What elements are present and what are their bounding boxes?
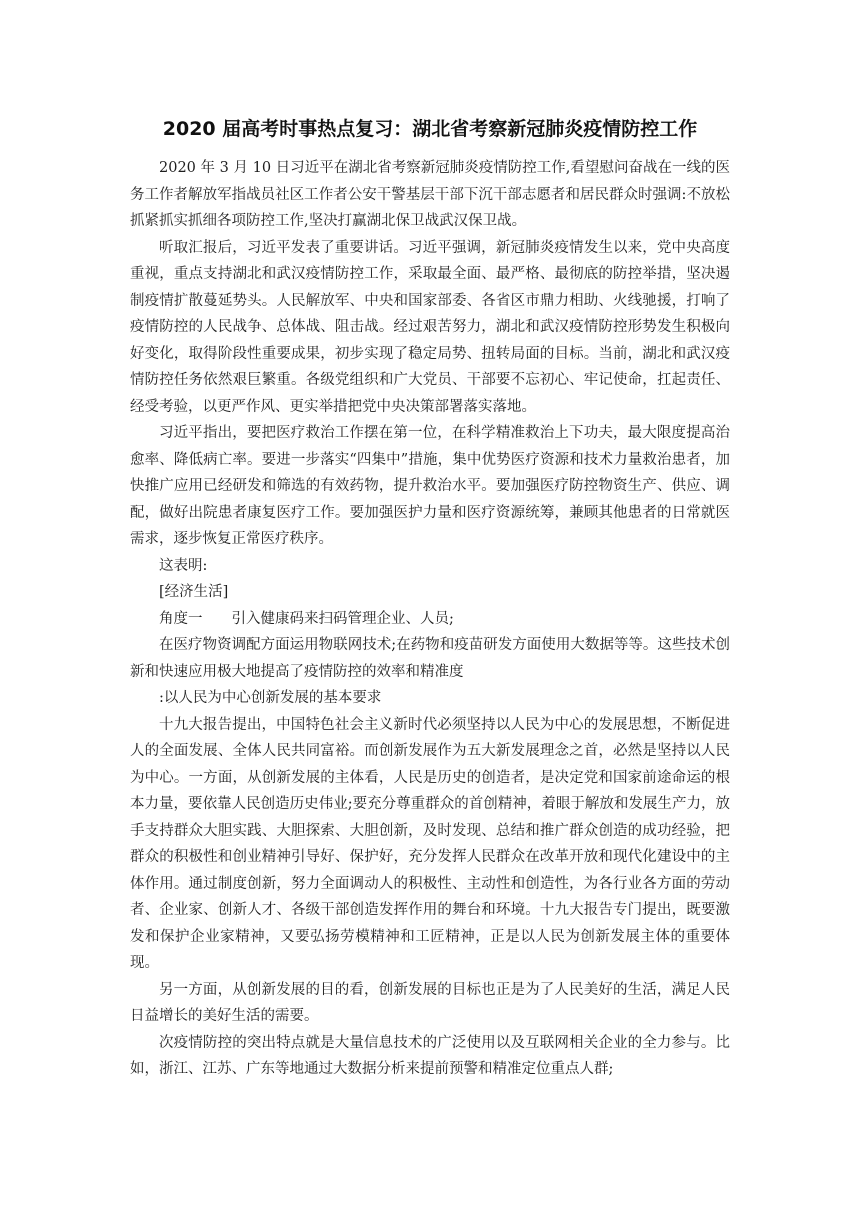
paragraph: 这表明: <box>159 557 208 574</box>
paragraph: 在医疗物资调配方面运用物联网技术;在药物和疫苗研发方面使用大数据等等。这些技术创新和快速应用极大地提高了疫情防控的效率和精准度 <box>130 637 730 680</box>
paragraph: :以人民为中心创新发展的基本要求 <box>159 690 382 706</box>
section-label: [经济生活] <box>159 584 229 600</box>
paragraph: 次疫情防控的突出特点就是大量信息技术的广泛使用以及互联网相关企业的全力参与。比如，浙江、江苏、广东等地通过大数据分析来提前预警和精准定位重点人群; <box>130 1034 730 1077</box>
paragraph: 听取汇报后，习近平发表了重要讲话。习近平强调，新冠肺炎疫情发生以来，党中央高度重视，重点支持湖北和武汉疫情防控工作，采取最全面、最严格、最彻底的防控举措，坚决遏制疫情扩散蔓延势头。人民解放军、中央和国家部委、各省区市鼎力相助、火线驰援，打响了疫情防控的人民战争、总体战、阻击战。经过艰苦努力，湖北和武汉疫情防控形势发生积极向好变化，取得阶段性重要成果，初步实现了稳定局势、扭转局面的目标。当前，湖北和武汉疫情防控任务依然艰巨繁重。各级党组织和广大党员、干部要不忘初心、牢记使命，扛起责任、经受考验，以更严作风、更实举措把党中央决策部署落实落地。 <box>130 239 730 415</box>
paragraph: 2020 年 3 月 10 日习近平在湖北省考察新冠肺炎疫情防控工作,看望慰问奋战在一线的医务工作者解放军指战员社区工作者公安干警基层干部下沉干部志愿者和居民群众时强调:不放松抓紧抓实抓细各项防控工作,坚决打赢湖北保卫战武汉保卫战。 <box>130 160 730 229</box>
document-body <box>130 155 730 1083</box>
paragraph: 角度一 引入健康码来扫码管理企业、人员; <box>159 610 454 627</box>
paragraph: 习近平指出，要把医疗救治工作摆在第一位，在科学精准救治上下功夫，最大限度提高治愈率、降低病亡率。要进一步落实“四集中”措施，集中优势医疗资源和技术力量救治患者，加快推广应用已经研发和筛选的有效药物，提升救治水平。要加强医疗防控物资生产、供应、调配，做好出院患者康复医疗工作。要加强医护力量和医疗资源统筹，兼顾其他患者的日常就医需求，逐步恢复正常医疗秩序。 <box>130 425 730 547</box>
paragraph: 十九大报告提出，中国特色社会主义新时代必须坚持以人民为中心的发展思想，不断促进人的全面发展、全体人民共同富裕。而创新发展作为五大新发展理念之首，必然是坚持以人民为中心。一方面，从创新发展的主体看，人民是历史的创造者，是决定党和国家前途命运的根本力量，要依靠人民创造历史伟业;要充分尊重群众的首创精神，着眼于解放和发展生产力，放手支持群众大胆实践、大胆探索、大胆创新，及时发现、总结和推广群众创造的成功经验，把群众的积极性和创业精神引导好、保护好，充分发挥人民群众在改革开放和现代化建设中的主体作用。通过制度创新，努力全面调动人的积极性、主动性和创造性，为各行业各方面的劳动者、企业家、创新人才、各级干部创造发挥作用的舞台和环境。十九大报告专门提出，既要激发和保护企业家精神，又要弘扬劳模精神和工匠精神，正是以人民为创新发展主体的重要体现。 <box>130 716 730 971</box>
paragraph: 另一方面，从创新发展的目的看，创新发展的目标也正是为了人民美好的生活，满足人民日益增长的美好生活的需要。 <box>130 981 730 1024</box>
document-title: 2020 届高考时事热点复习：湖北省考察新冠肺炎疫情防控工作 <box>162 118 698 140</box>
